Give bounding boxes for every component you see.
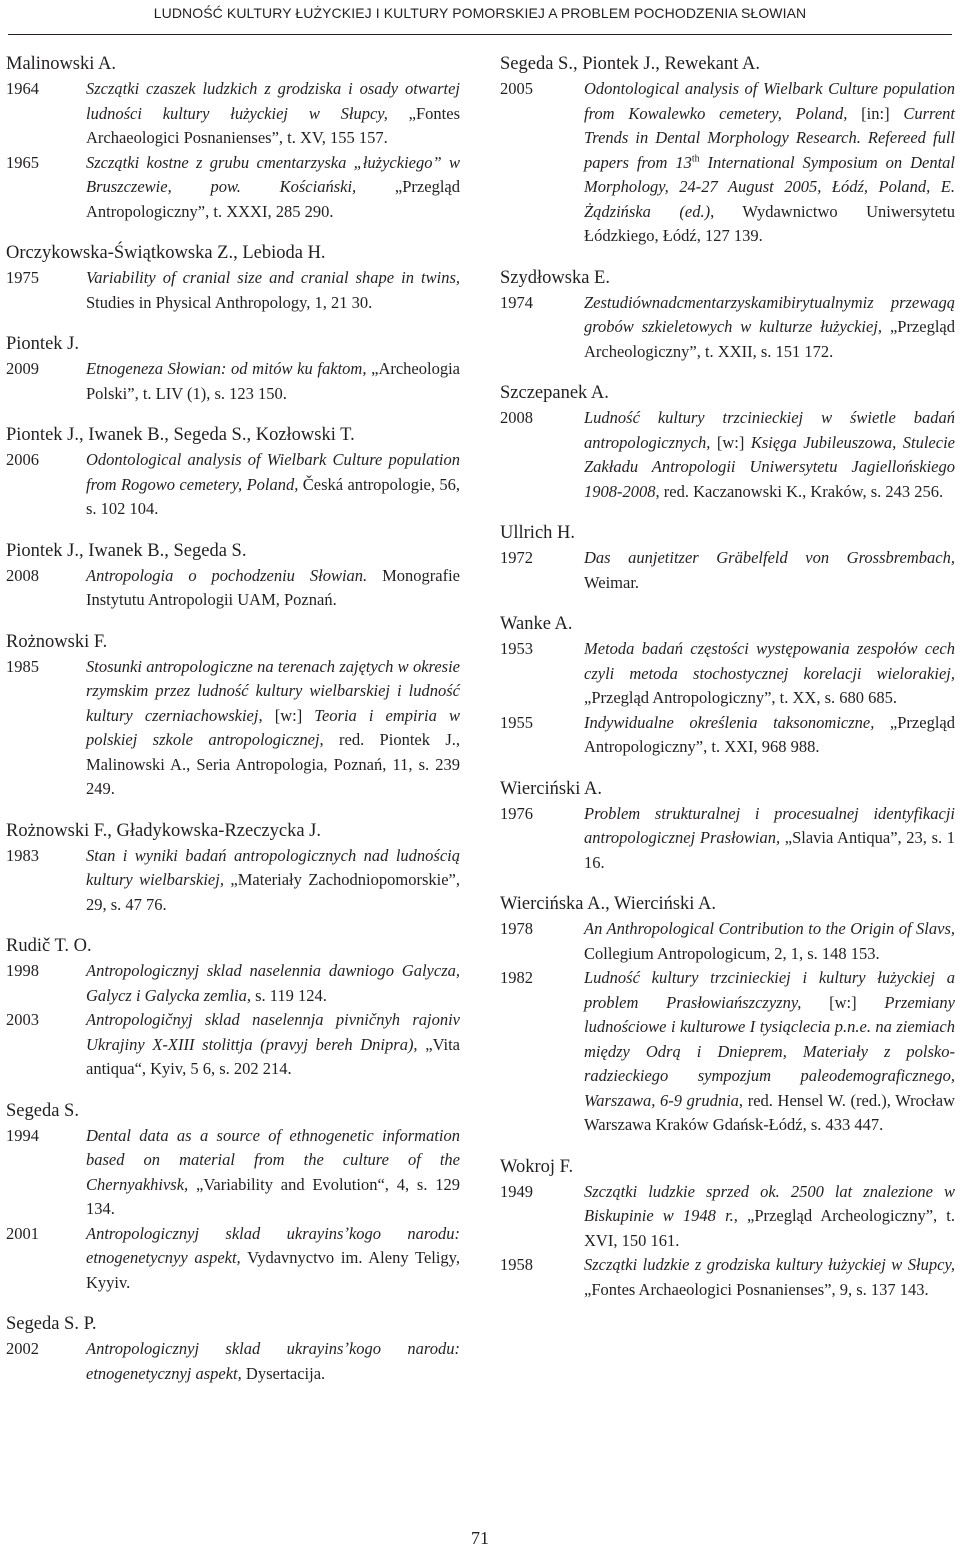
author-name: Piontek J., Iwanek B., Segeda S., Kozłowski T. [6, 425, 355, 445]
entry-title: Antropologičnyj sklad naselennja pivničnyh rajoniv Ukrajiny X-XIII stolittja (pravyj bereh Dnipra), [86, 1010, 460, 1054]
entry-title: Antropologicznyj sklad ukrayinsʼkogo narodu: etnogenetycnyy aspekt, [86, 1223, 460, 1267]
entry-text [584, 966, 955, 1138]
entry-title: Antropologicznyj sklad ukrayinsʼkogo narodu: etnogenetycznyj aspekt, [86, 1339, 460, 1383]
author-name: Piontek J. [6, 334, 79, 354]
entry-text [86, 1222, 460, 1296]
entry-details: , Wydawnictwo Uniwersytetu Łódzkiego, Łódź, 127 139. [584, 201, 955, 245]
entry-text [584, 77, 955, 249]
entry-details: Collegium Antropologicum, 2, 1, s. 148 153. [584, 943, 880, 963]
entry-year: 1978 [500, 919, 533, 938]
entry-year: 1983 [6, 845, 39, 865]
author-block [6, 241, 460, 315]
author-name: Wokroj F. [500, 1156, 574, 1177]
entry-year: 1976 [500, 803, 533, 823]
author-block [6, 1099, 460, 1296]
bib-entry [500, 966, 955, 1138]
entry-details: „Vita antiqua“, Kyiv, 5 6, s. 202 214. [86, 1034, 460, 1078]
entry-year: 1953 [500, 639, 533, 658]
entry-details: Studies in Physical Anthropology, 1, 21 30. [86, 292, 373, 312]
author-block [6, 630, 460, 802]
entry-year: 1994 [6, 1125, 39, 1145]
entry-year: 2009 [6, 359, 39, 378]
author-block [500, 266, 955, 365]
entry-title: Das aunjetitzer Gräbelfeld von Grossbrembach, [584, 548, 955, 567]
entry-text [86, 357, 460, 406]
entry-year: 2002 [6, 1339, 39, 1358]
entry-details: Česká antropologie, 56, s. 102 104. [86, 474, 460, 518]
entry-year: 1964 [6, 79, 39, 98]
entry-details: [w:] [710, 432, 751, 452]
author-block [6, 52, 460, 224]
entry-text [86, 959, 460, 1008]
entry-text [86, 655, 460, 802]
bib-entry [6, 1008, 460, 1082]
entry-text [584, 1180, 955, 1254]
entry-year: 2008 [6, 565, 39, 585]
entry-text [86, 564, 460, 613]
entry-details: „Materiały Zachodniopomorskie”, 29, s. 47 76. [86, 870, 460, 914]
bib-entry [6, 844, 460, 918]
bib-entry [6, 655, 460, 802]
author-name: Wierciński A. [500, 778, 603, 799]
entry-text [584, 637, 955, 711]
bibliography-right-column [500, 52, 955, 1319]
bib-entry [500, 711, 955, 760]
entry-title: Indywidualne określenia taksonomiczne, [584, 712, 875, 732]
entry-details: „Przegląd Archeologiczny”, t. XVI, 150 161. [584, 1206, 956, 1250]
entry-year: 2006 [6, 450, 39, 469]
bib-entry [500, 917, 955, 966]
entry-title: Teoria i empiria w polskiej szkole antropologicznej [86, 705, 460, 749]
author-name: Orczykowska-Świątkowska Z., Lebioda H. [6, 243, 326, 263]
entry-title: Antropologicznyj sklad naselennia dawniogo Galycza, Galycz i Galycka zemlia, [86, 961, 460, 1005]
bib-entry [500, 406, 955, 504]
entry-year: 1982 [500, 968, 533, 987]
entry-title: An Anthropological Contribution to the Origin of Slavs, [584, 919, 955, 938]
author-block [500, 381, 955, 504]
entry-title: Ludność kultury trzcinieckiej i kultury łużyckiej a problem Prasłowiańszczyzny, [584, 968, 955, 1012]
entry-text [86, 77, 460, 151]
entry-year: 1985 [6, 656, 39, 676]
entry-year: 2008 [500, 408, 533, 427]
author-block [6, 539, 460, 613]
entry-title: International Symposium on Dental Morphology, 24-27 August 2005, Łódź, Poland, E. Żądzińska (ed.) [584, 152, 955, 221]
entry-superscript: th [691, 153, 700, 164]
entry-title: Stan i wyniki badań antropologicznych nad ludnością kultury wielbarskiej, [86, 845, 460, 889]
entry-details: [in:] [847, 103, 904, 123]
entry-text [584, 917, 955, 966]
entry-title: Szczątki czaszek ludzkich z grodziska i osady otwartej ludności kultury łużyckiej w Słupcy, [86, 79, 460, 123]
entry-details: „Przegląd Antropologiczny”, t. XXXI, 285 290. [86, 177, 460, 221]
header-rule [8, 34, 952, 35]
entry-title: Current Trends in Dental Morphology Research. Refereed full papers from 13 [584, 103, 955, 172]
author-name: Malinowski A. [6, 54, 116, 74]
entry-year: 1965 [6, 152, 39, 172]
page-number: 71 [471, 1528, 489, 1548]
entry-title: Variability of cranial size and cranial shape in twins, [86, 268, 460, 287]
entry-title: Przemiany ludnościowe i kulturowe I tysiąclecia p.n.e. na ziemiach między Odrą i Dnieprem, Materiały z polsko-radzieckiego sympozjum paleodemograficznego, Warszawa, 6-9 grudnia [584, 992, 955, 1110]
author-block [500, 612, 955, 760]
entry-year: 2003 [6, 1010, 39, 1029]
bib-entry [6, 266, 460, 315]
entry-details: „Archeologia Polski”, t. LIV (1), s. 123 150. [86, 359, 460, 403]
bib-entry [6, 1222, 460, 1296]
author-block [500, 777, 955, 876]
entry-title: Szczątki ludzkie sprzed ok. 2500 lat znalezione w Biskupinie w 1948 r., [584, 1181, 955, 1225]
author-name: Szczepanek A. [500, 383, 609, 403]
entry-title: Etnogeneza Słowian: od mitów ku faktom, [86, 359, 367, 378]
entry-text [86, 266, 460, 315]
entry-title: Problem strukturalnej i procesualnej identyfikacji antropologicznej Prasłowian, [584, 803, 955, 847]
entry-details: „Variability and Evolution“, 4, s. 129 134. [86, 1174, 460, 1218]
bib-entry [500, 637, 955, 711]
entry-text [86, 448, 460, 522]
author-name: Rożnowski F. [6, 631, 108, 652]
author-block [6, 332, 460, 406]
entry-text [584, 1253, 955, 1302]
entry-details: „Przegląd Antropologiczny”, t. XX, s. 680 685. [584, 688, 897, 707]
entry-details: Weimar. [584, 572, 640, 592]
entry-text [86, 1008, 460, 1082]
entry-details: „Fontes Archaeologici Posnanienses”, 9, s. 137 143. [584, 1279, 929, 1299]
entry-text [86, 151, 460, 225]
entry-details: Vydavnyctvo im. Aleny Teligy, Kyyiv. [86, 1248, 460, 1292]
bib-entry [6, 151, 460, 225]
entry-year: 1974 [500, 292, 533, 312]
entry-year: 2001 [6, 1223, 39, 1243]
entry-year: 1958 [500, 1255, 533, 1274]
entry-details: , red. Piontek J., Malinowski A., Seria Antropologia, Poznań, 11, s. 239 249. [86, 730, 460, 798]
entry-text [584, 802, 955, 876]
bib-entry [6, 448, 460, 522]
author-name: Ullrich H. [500, 523, 576, 543]
author-block [500, 1155, 955, 1303]
entry-title: Metoda badań częstości występowania zespołów cech czyli metoda stochostycznej korelacji wielorakiej, [584, 639, 955, 683]
bib-entry [500, 1180, 955, 1254]
entry-details: [w:] [262, 705, 315, 725]
entry-title: Odontological analysis of Wielbark Culture population from Rogowo cemetery, Poland, [86, 450, 460, 494]
author-name: Rożnowski F., Gładykowska-Rzeczycka J. [6, 820, 322, 841]
entry-text [86, 1337, 460, 1386]
entry-title: Stosunki antropologiczne na terenach zajętych w okresie rzymskim przez ludność kultury wielbarskiej i ludność kultury czerniachowskiej, [86, 656, 460, 725]
author-name: Wanke A. [500, 614, 573, 634]
author-name: Segeda S. [6, 1100, 79, 1121]
entry-details: , red. Hensel W. (red.), Wrocław Warszawa Kraków Gdańsk-Łódź, s. 433 447. [584, 1090, 955, 1134]
bib-entry [6, 1337, 460, 1386]
author-name: Szydłowska E. [500, 267, 610, 288]
entry-details: [w:] [801, 992, 885, 1012]
entry-title: Dental data as a source of ethnogenetic information based on material from the culture of the Chernyakhivsk, [86, 1125, 460, 1194]
entry-title: Antropologia o pochodzeniu Słowian. [86, 565, 368, 585]
entry-year: 2005 [500, 79, 533, 98]
author-name: Segeda S. P. [6, 1314, 97, 1334]
entry-details: Monografie Instytutu Antropologii UAM, Poznań. [86, 565, 460, 609]
bib-entry [500, 291, 955, 365]
author-block [6, 934, 460, 1082]
author-block [500, 52, 955, 249]
author-block [6, 819, 460, 918]
author-name: Rudič T. O. [6, 936, 92, 956]
entry-text [86, 844, 460, 918]
entry-title: Zestudiównadcmentarzyskamibirytualnymiz przewagą grobów szkieletowych w kulturze łużyckiej, [584, 292, 955, 336]
entry-year: 1972 [500, 548, 533, 567]
author-name: Segeda S., Piontek J., Rewekant A. [500, 54, 761, 74]
bib-entry [500, 546, 955, 595]
author-block [500, 521, 955, 595]
entry-year: 1975 [6, 268, 39, 287]
entry-text [584, 291, 955, 365]
entry-year: 1955 [500, 712, 533, 732]
author-block [6, 1312, 460, 1386]
bib-entry [500, 1253, 955, 1302]
bib-entry [500, 77, 955, 249]
entry-title: Szczątki ludzkie z grodziska kultury łużyckiej w Słupcy, [584, 1255, 955, 1274]
running-head: LUDNOŚĆ KULTURY ŁUŻYCKIEJ I KULTURY POMORSKIEJ A PROBLEM POCHODZENIA SŁOWIAN [153, 5, 807, 21]
entry-details: Dysertacija. [241, 1363, 326, 1383]
entry-details: , red. Kaczanowski K., Kraków, s. 243 256. [655, 481, 944, 501]
bib-entry [6, 77, 460, 151]
entry-title: Szczątki kostne z grubu cmentarzyska „łużyckiego” w Bruszczewie, pow. Kościański, [86, 152, 460, 196]
author-name: Piontek J., Iwanek B., Segeda S. [6, 540, 247, 561]
entry-text [584, 546, 955, 595]
entry-title: Księga Jubileuszowa, Stulecie Zakładu Antropologii Uniwersytetu Jagiellońskiego 1908-2008 [584, 432, 955, 501]
bib-entry [6, 1124, 460, 1222]
author-name: Wiercińska A., Wierciński A. [500, 894, 717, 914]
bib-entry [6, 357, 460, 406]
entry-details: s. 119 124. [250, 985, 327, 1005]
entry-details: „Fontes Archaeologici Posnanienses”, t. XV, 155 157. [86, 103, 460, 147]
author-block [500, 892, 955, 1138]
entry-details: „Przegląd Antropologiczny”, t. XXI, 968 988. [584, 712, 955, 756]
bibliography-left-column [6, 52, 460, 1403]
bib-entry [6, 564, 460, 613]
entry-details: „Przegląd Archeologiczny”, t. XXII, s. 151 172. [584, 317, 955, 361]
bib-entry [500, 802, 955, 876]
entry-details: „Slavia Antiqua”, 23, s. 1 16. [584, 828, 956, 872]
bib-entry [6, 959, 460, 1008]
entry-year: 1998 [6, 961, 39, 980]
entry-text [86, 1124, 460, 1222]
author-block [6, 423, 460, 522]
entry-title: Ludność kultury trzcinieckiej w świetle badań antropologicznych, [584, 408, 955, 452]
entry-year: 1949 [500, 1181, 533, 1201]
entry-text [584, 711, 955, 760]
entry-title: Odontological analysis of Wielbark Culture population from Kowalewko cemetery, Poland, [584, 79, 955, 123]
entry-text [584, 406, 955, 504]
